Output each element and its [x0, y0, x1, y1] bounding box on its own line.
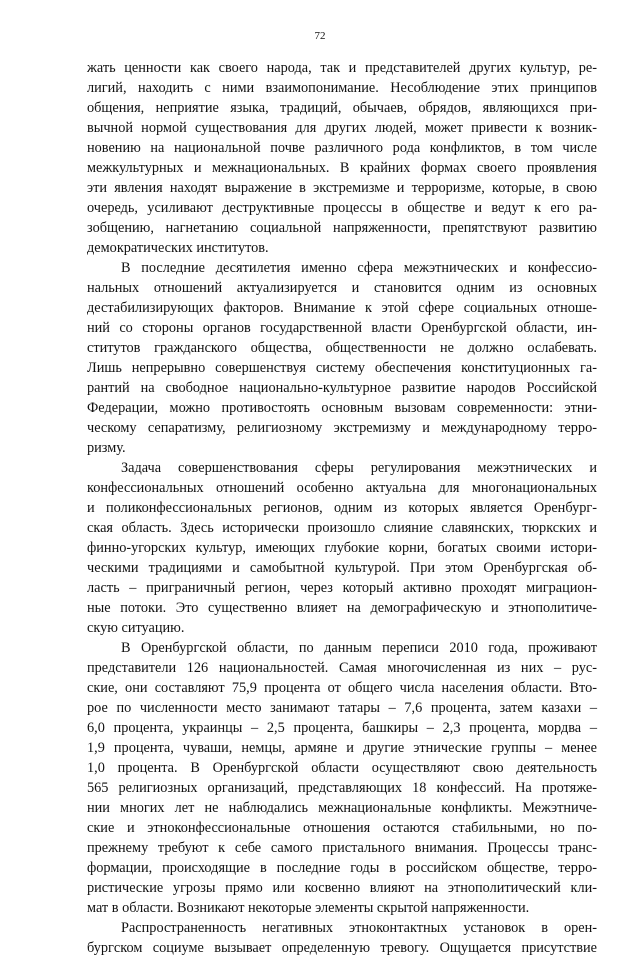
text-line: эти явления находят выражение в экстремизме и терроризме, которые, в свою: [87, 180, 597, 196]
page-number: 72: [314, 30, 326, 42]
text-line: вычной нормой существования для других людей, может привести к возник-: [87, 120, 597, 136]
text-line: 6,0 процента, украинцы – 2,5 процента, башкиры – 2,3 процента, мордва –: [87, 720, 597, 736]
text-line: мат в области. Возникают некоторые элементы скрытой напряженности.: [87, 900, 530, 916]
text-line: Лишь непрерывно совершенствуя систему обеспечения конституционных га-: [87, 360, 597, 376]
text-line: конфессиональных отношений особенно актуальна для многонациональных: [87, 480, 597, 496]
text-line: общения, неприятие языка, традиций, обычаев, обрядов, являющихся при-: [87, 100, 597, 116]
text-line: ческими традициями и самобытной культурой. При этом Оренбургская об-: [87, 560, 597, 576]
paragraph: [87, 458, 597, 638]
paragraph: [87, 58, 597, 258]
text-line: ризму.: [87, 440, 126, 456]
text-line: лигий, находить с ними взаимопонимание. Несоблюдение этих принципов: [87, 80, 597, 96]
text-line: В последние десятилетия именно сфера межэтнических и конфессио-: [121, 260, 597, 276]
text-line: ские, они составляют 75,9 процента от общего числа населения области. Вто-: [87, 680, 597, 696]
text-line: 1,0 процента. В Оренбургской области осуществляют свою деятельность: [87, 760, 597, 776]
text-line: ные потоки. Это существенно влияет на демографическую и этнополитиче-: [87, 600, 597, 616]
text-line: представители 126 национальностей. Самая многочисленная из них – рус-: [87, 660, 597, 676]
text-line: и поликонфессиональных регионов, одним из которых является Оренбург-: [87, 500, 597, 516]
text-line: дестабилизирующих факторов. Внимание к этой сфере социальных отноше-: [87, 300, 597, 316]
text-line: ческому сепаратизму, религиозному экстремизму и международному терро-: [87, 420, 597, 436]
text-line: 565 религиозных организаций, представляющих 18 конфессий. На протяже-: [87, 780, 597, 796]
text-line: демократических институтов.: [87, 240, 269, 256]
text-line: зобщению, нагнетанию социальной напряженности, препятствуют развитию: [87, 220, 597, 236]
text-line: нии многих лет не наблюдались межнациональные конфликты. Межэтниче-: [87, 800, 597, 816]
document-body: [87, 58, 597, 958]
text-line: Распространенность негативных этноконтактных установок в орен-: [121, 920, 597, 936]
text-line: ристические угрозы прямо или косвенно влияют на этнополитический кли-: [87, 880, 597, 896]
text-line: рантий на свободное национально-культурное развитие народов Российской: [87, 380, 597, 396]
text-line: ний со стороны органов государственной власти Оренбургской области, ин-: [87, 320, 597, 336]
text-line: бургском социуме вызывает определенную тревогу. Ощущается присутствие: [87, 940, 597, 956]
text-line: Задача совершенствования сферы регулирования межэтнических и: [121, 460, 597, 476]
paragraph: [87, 258, 597, 458]
text-line: ститутов гражданского общества, общественности не должно ослабевать.: [87, 340, 597, 356]
paragraph: [87, 918, 597, 958]
text-line: Федерации, можно противостоять основным вызовам современности: этни-: [87, 400, 597, 416]
paragraph: [87, 638, 597, 918]
text-line: новению на национальной почве различного рода конфликтов, в том числе: [87, 140, 597, 156]
text-line: ские и этноконфессиональные отношения остаются стабильными, но по-: [87, 820, 597, 836]
text-line: очередь, усиливают деструктивные процессы в обществе и ведут к его ра-: [87, 200, 597, 216]
text-line: нальных отношений актуализируется и становится одним из основных: [87, 280, 597, 296]
text-line: скую ситуацию.: [87, 620, 185, 636]
text-line: формации, происходящие в последние годы в российском обществе, терро-: [87, 860, 597, 876]
text-line: ская область. Здесь исторически произошло слияние славянских, тюркских и: [87, 520, 597, 536]
text-line: финно-угорских культур, имеющих глубокие корни, богатых своими истори-: [87, 540, 597, 556]
text-line: 1,9 процента, чуваши, немцы, армяне и другие этнические группы – менее: [87, 740, 597, 756]
text-line: рое по численности место занимают татары – 7,6 процента, затем казахи –: [87, 700, 597, 716]
text-line: жать ценности как своего народа, так и представителей других культур, ре-: [87, 60, 597, 76]
text-line: ласть – приграничный регион, через который активно проходят миграцион-: [87, 580, 597, 596]
text-line: прежнему требуют к себе самого пристального внимания. Процессы транс-: [87, 840, 597, 856]
text-line: В Оренбургской области, по данным переписи 2010 года, проживают: [121, 640, 597, 656]
text-line: межкультурных и межнациональных. В крайних формах своего проявления: [87, 160, 597, 176]
